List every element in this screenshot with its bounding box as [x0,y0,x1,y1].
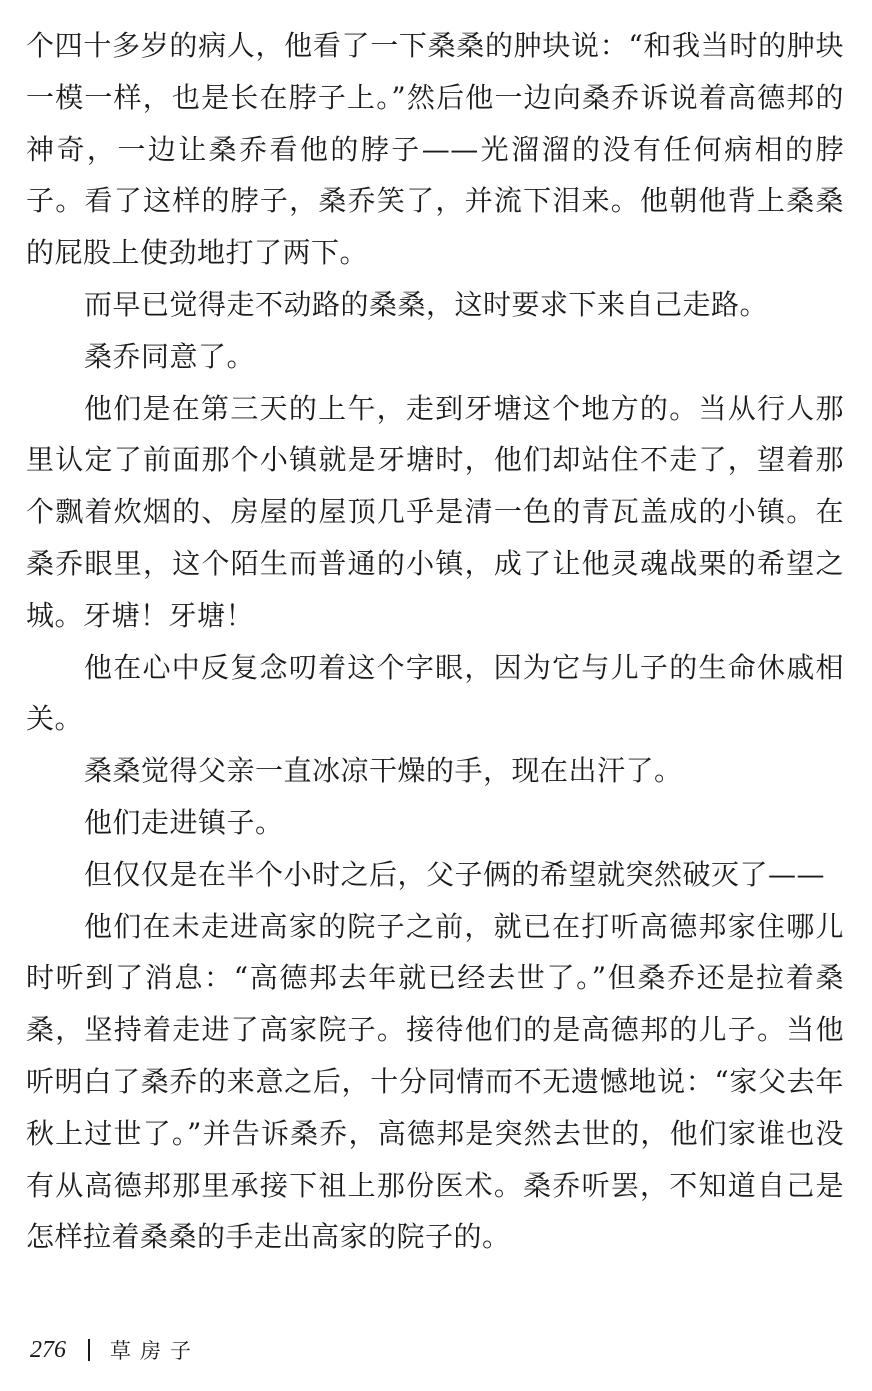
paragraph: 桑桑觉得父亲一直冰凉干燥的手，现在出汗了。 [84,754,683,788]
paragraph: 但仅仅是在半个小时之后，父子俩的希望就突然破灭了—— [84,857,826,891]
paragraph-continued: 个四十多岁的病人，他看了一下桑桑的肿块说：“和我当时的肿块一模一样，也是长在脖子上。”然后他一边向桑乔诉说着高德邦的神奇，一边让桑乔看他的脖子——光溜溜的没有任何病相的脖子。看了这样的脖子，桑乔笑了，并流下泪来。他朝他背上桑桑的屁股上使劲地打了两下。 [26,29,844,270]
page-footer [30,1332,200,1368]
paragraph: 他在心中反复念叨着这个字眼，因为它与儿子的生命休戚相关。 [26,650,844,736]
footer-divider [88,1339,90,1361]
paragraph: 桑乔同意了。 [84,339,256,373]
paragraph: 他们在未走进高家的院子之前，就已在打听高德邦家住哪儿时听到了消息：“高德邦去年就已经去世了。”但桑乔还是拉着桑桑，坚持着走进了高家院子。接待他们的是高德邦的儿子。当他听明白了桑乔的来意之后，十分同情而不无遗憾地说：“家父去年秋上过世了。”并告诉桑乔，高德邦是突然去世的，他们家谁也没有从高德邦那里承接下祖上那份医术。桑乔听罢，不知道自己是怎样拉着桑桑的手走出高家的院子的。 [26,909,844,1254]
page-number: 276 [30,1336,66,1363]
paragraph: 他们走进镇子。 [84,805,284,839]
running-title: 草房子 [110,1339,200,1363]
paragraph: 而早已觉得走不动路的桑桑，这时要求下来自己走路。 [84,287,769,321]
page-body [26,20,844,1263]
paragraph: 他们是在第三天的上午，走到牙塘这个地方的。当从行人那里认定了前面那个小镇就是牙塘时，他们却站住不走了，望着那个飘着炊烟的、房屋的屋顶几乎是清一色的青瓦盖成的小镇。在桑乔眼里，这个陌生而普通的小镇，成了让他灵魂战栗的希望之城。牙塘！牙塘！ [26,391,844,632]
